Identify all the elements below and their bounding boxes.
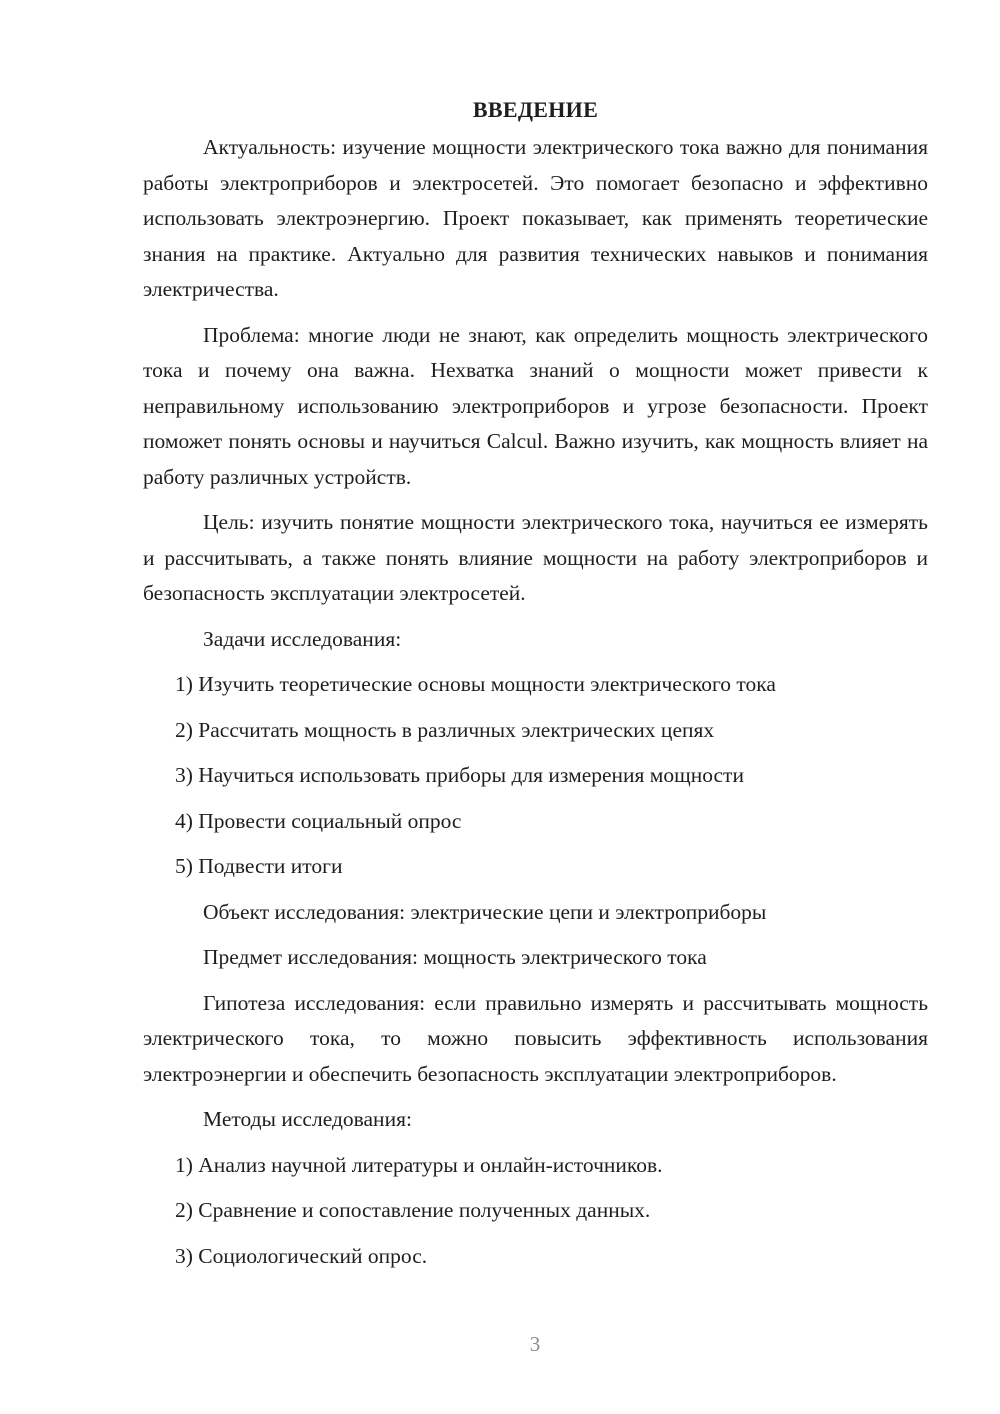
task-item-1: 1) Изучить теоретические основы мощности электрического тока <box>175 672 776 696</box>
task-item-4: 4) Провести социальный опрос <box>175 808 462 833</box>
hypothesis-paragraph: Гипотеза исследования: если правильно измерять и рассчитывать мощность электрического тока, то можно повысить эффективность использования электроэнергии и обеспечить безопасность эксплуатации электроприборов. <box>143 990 928 1086</box>
goal-paragraph: Цель: изучить понятие мощности электрического тока, научиться ее измерять и рассчитывать, а также понять влияние мощности на работу электроприборов и безопасность эксплуатации электросетей. <box>143 510 928 605</box>
section-title: ВВЕДЕНИЕ <box>472 97 599 122</box>
page-number: 3 <box>529 1332 541 1356</box>
research-object: Объект исследования: электрические цепи и электроприборы <box>203 899 767 924</box>
method-item-1: 1) Анализ научной литературы и онлайн-источников. <box>175 1152 663 1177</box>
tasks-heading: Задачи исследования: <box>203 626 402 651</box>
method-item-3: 3) Социологический опрос. <box>175 1243 428 1268</box>
task-item-3: 3) Научиться использовать приборы для измерения мощности <box>175 763 744 787</box>
methods-heading: Методы исследования: <box>203 1107 412 1131</box>
research-subject: Предмет исследования: мощность электрического тока <box>203 945 707 969</box>
document-page <box>143 92 928 1284</box>
task-item-2: 2) Рассчитать мощность в различных электрических цепях <box>175 717 715 742</box>
method-item-2: 2) Сравнение и сопоставление полученных данных. <box>175 1198 651 1222</box>
relevance-paragraph: Актуальность: изучение мощности электрического тока важно для понимания работы электроприборов и электросетей. Это помогает безопасно и эффективно использовать электроэнергию. Проект показывает, как применять теоретические знания на практике. Актуально для развития технических навыков и понимания электричества. <box>143 135 928 301</box>
task-item-5: 5) Подвести итоги <box>175 854 343 878</box>
problem-paragraph: Проблема: многие люди не знают, как определить мощность электрического тока и почему она важна. Нехватка знаний о мощности может привести к неправильному использованию электроприборов и угрозе безопасности. Проект поможет понять основы и научиться Calcul. Важно изучить, как мощность влияет на работу различных устройств. <box>143 322 928 489</box>
